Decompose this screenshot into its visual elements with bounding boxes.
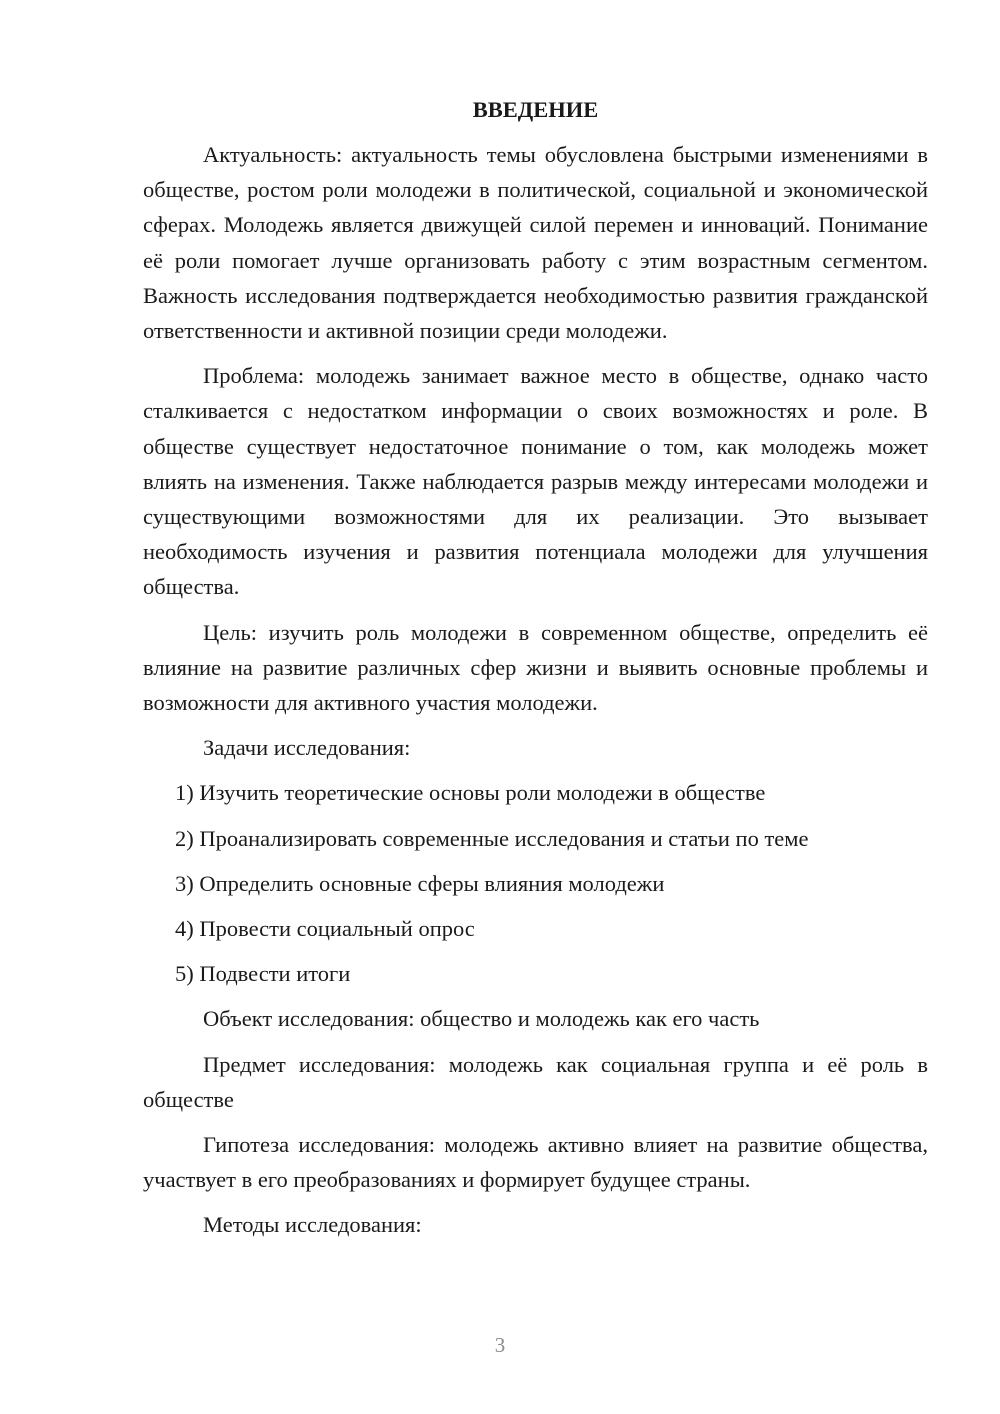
tasks-list (143, 775, 928, 991)
subject-paragraph: Предмет исследования: молодежь как социальная группа и её роль в обществе (143, 1051, 928, 1112)
object-paragraph: Объект исследования: общество и молодежь как его часть (203, 1006, 760, 1032)
list-item: 1) Изучить теоретические основы роли молодежи в обществе (175, 780, 766, 806)
document-page (143, 92, 928, 1253)
hypothesis-paragraph: Гипотеза исследования: молодежь активно влияет на развитие общества, участвует в его преобразованиях и формирует будущее страны. (143, 1132, 928, 1193)
section-heading: ВВЕДЕНИЕ (472, 97, 599, 122)
list-item: 5) Подвести итоги (175, 961, 351, 987)
page-number: 3 (494, 1333, 506, 1357)
tasks-title: Задачи исследования: (203, 735, 411, 761)
list-item: 3) Определить основные сферы влияния молодежи (175, 870, 665, 896)
methods-title: Методы исследования: (203, 1212, 422, 1238)
goal-paragraph: Цель: изучить роль молодежи в современном обществе, определить её влияние на развитие различных сфер жизни и выявить основные проблемы и возможности для активного участия молодежи. (143, 619, 928, 716)
problem-paragraph: Проблема: молодежь занимает важное место в обществе, однако часто сталкивается с недостатком информации о своих возможностях и роле. В обществе существует недостаточное понимание о том, как молодежь может влиять на изменения. Также наблюдается разрыв между интересами молодежи и существующими возможностями для их реализации. Это вызывает необходимость изучения и развития потенциала молодежи для улучшения общества. (143, 363, 928, 600)
list-item: 2) Проанализировать современные исследования и статьи по теме (175, 825, 809, 851)
relevance-paragraph: Актуальность: актуальность темы обусловлена быстрыми изменениями в обществе, ростом роли молодежи в политической, социальной и экономической сферах. Молодежь является движущей силой перемен и инноваций. Понимание её роли помогает лучше организовать работу с этим возрастным сегментом. Важность исследования подтверждается необходимостью развития гражданской ответственности и активной позиции среди молодежи. (143, 142, 928, 344)
list-item: 4) Провести социальный опрос (175, 916, 475, 942)
